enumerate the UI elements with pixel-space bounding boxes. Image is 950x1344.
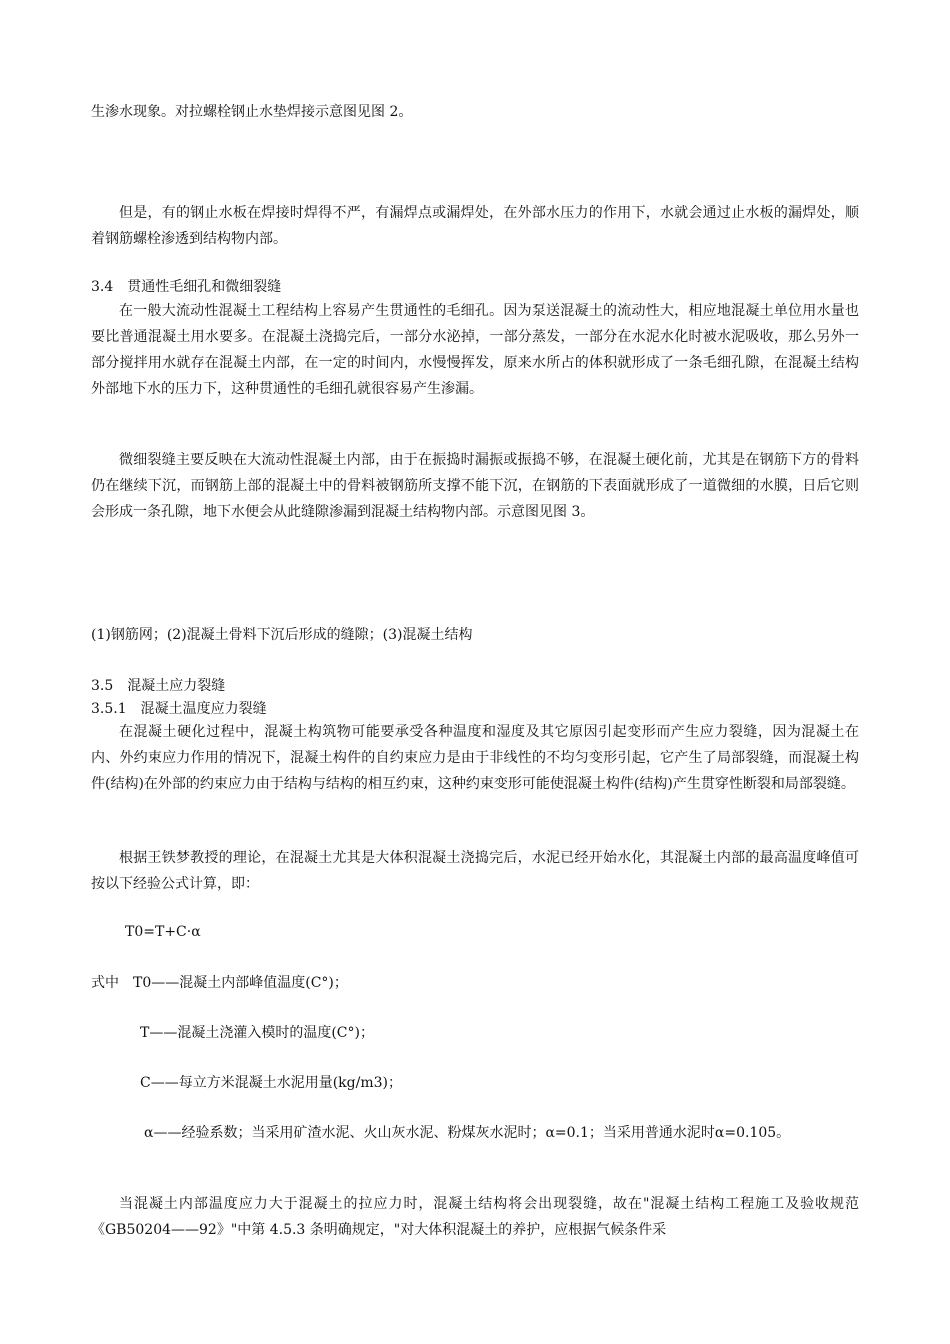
definition-alpha: α——经验系数；当采用矿渣水泥、火山灰水泥、粉煤灰水泥时；α=0.1；当采用普通水泥时α=0.105。 <box>144 1125 791 1141</box>
document-page <box>91 0 859 1344</box>
paragraph-theory: 根据王铁梦教授的理论，在混凝土尤其是大体积混凝土浇捣完后，水泥已经开始水化，其混凝土内部的最高温度峰值可按以下经验公式计算，即： <box>91 850 859 892</box>
definition-t: T——混凝土浇灌入模时的温度(C°)； <box>140 1025 374 1041</box>
heading-3-5-1: 3.5.1 混凝土温度应力裂缝 <box>91 701 267 717</box>
definition-c: C——每立方米混凝土水泥用量(kg/m3)； <box>140 1075 402 1091</box>
heading-3-4: 3.4 贯通性毛细孔和微细裂缝 <box>91 279 282 295</box>
heading-3-5: 3.5 混凝土应力裂缝 <box>91 678 226 694</box>
top-line: 生渗水现象。对拉螺栓钢止水垫焊接示意图见图 2。 <box>91 104 413 120</box>
figure-caption: (1)钢筋网；(2)混凝土骨料下沉后形成的缝隙；(3)混凝土结构 <box>91 627 473 643</box>
definition-t0: 式中 T0——混凝土内部峰值温度(C°)； <box>91 975 348 991</box>
paragraph-microcrack: 微细裂缝主要反映在大流动性混凝土内部，由于在振捣时漏振或振捣不够，在混凝土硬化前，尤其是在钢筋下方的骨料仍在继续下沉，而钢筋上部的混凝土中的骨料被钢筋所支撑不能下沉，在钢筋的下表面就形成了一道微细的水膜，日后它则会形成一条孔隙，地下水便会从此缝隙渗漏到混凝土结构物内部。示意图见图 3。 <box>91 452 859 520</box>
paragraph-spec: 当混凝土内部温度应力大于混凝土的拉应力时，混凝土结构将会出现裂缝，故在"混凝土结构工程施工及验收规范《GB50204——92》"中第 4.5.3 条明确规定，"对大体积混凝土的养护，应根据气候条件采 <box>91 1196 859 1238</box>
paragraph-leak: 但是，有的钢止水板在焊接时焊得不严，有漏焊点或漏焊处，在外部水压力的作用下，水就会通过止水板的漏焊处，顺着钢筋螺栓渗透到结构物内部。 <box>91 205 859 247</box>
formula: T0=T+C·α <box>125 924 201 940</box>
paragraph-capillary: 在一般大流动性混凝土工程结构上容易产生贯通性的毛细孔。因为泵送混凝土的流动性大，相应地混凝土单位用水量也要比普通混凝土用水要多。在混凝土浇捣完后，一部分水泌掉，一部分蒸发，一部分在水泥水化时被水泥吸收，那么另外一部分搅拌用水就存在混凝土内部，在一定的时间内，水慢慢挥发，原来水所占的体积就形成了一条毛细孔隙，在混凝土结构外部地下水的压力下，这种贯通性的毛细孔就很容易产生渗漏。 <box>91 303 859 397</box>
paragraph-thermal: 在混凝土硬化过程中，混凝土构筑物可能要承受各种温度和湿度及其它原因引起变形而产生应力裂缝，因为混凝土在内、外约束应力作用的情况下，混凝土构件的自约束应力是由于非线性的不均匀变形引起，它产生了局部裂缝，而混凝土构件(结构)在外部的约束应力由于结构与结构的相互约束，这种约束变形可能使混凝土构件(结构)产生贯穿性断裂和局部裂缝。 <box>91 724 859 792</box>
